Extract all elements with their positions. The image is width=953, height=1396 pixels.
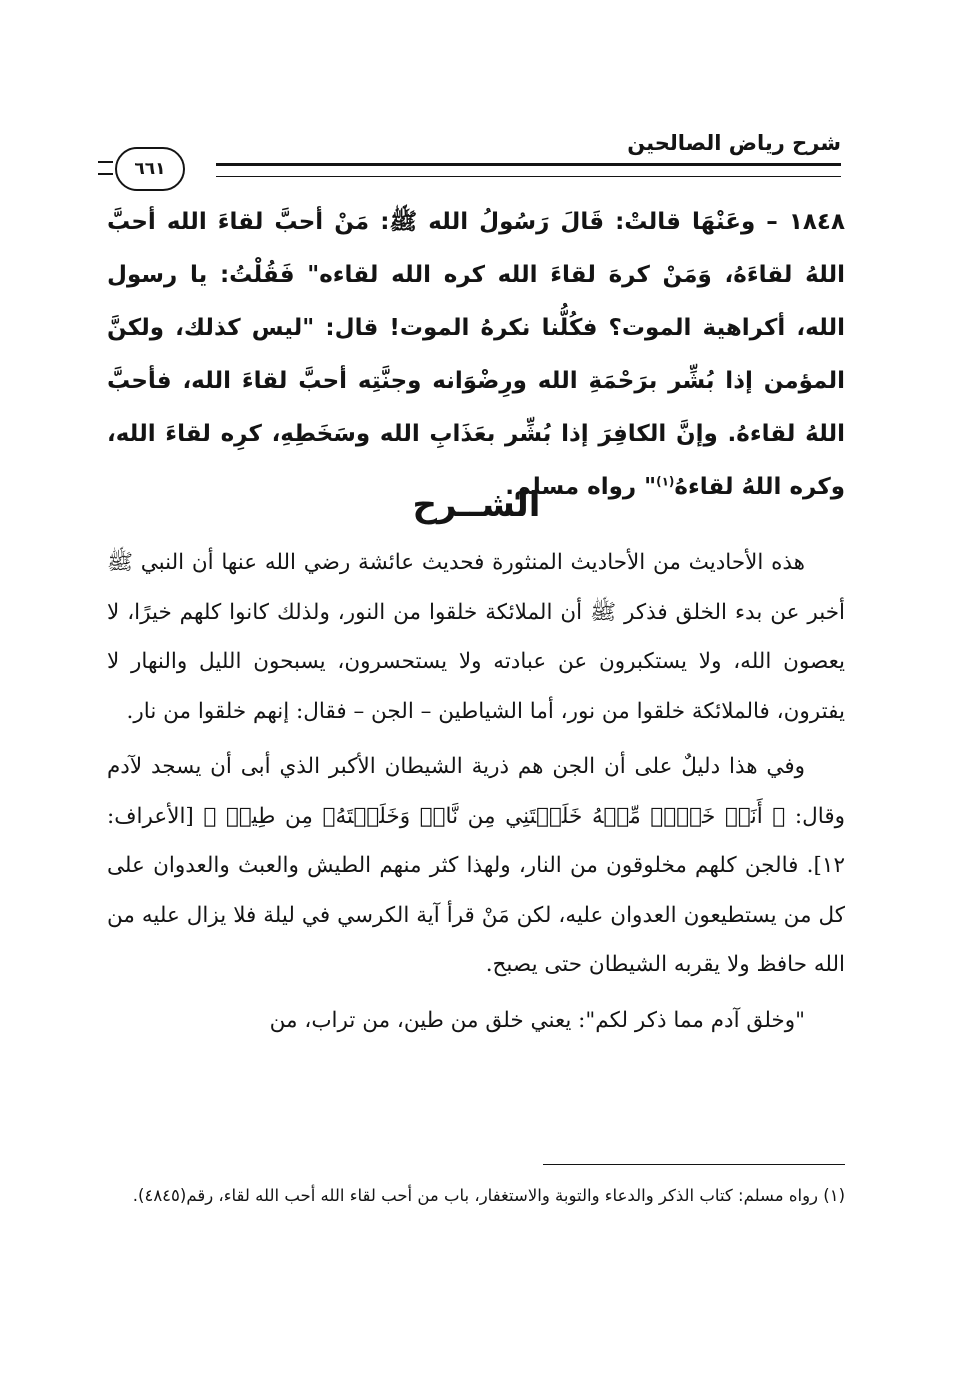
page-number: ٦٦١: [115, 147, 185, 191]
page-number-ornament: [98, 161, 113, 175]
hadith-source: " رواه مسلم.: [505, 474, 657, 500]
commentary: [107, 538, 845, 1045]
section-heading: الشــرح: [412, 485, 541, 525]
header-rule: [216, 163, 841, 177]
footnote-rule: [543, 1164, 845, 1165]
quran-verse: ﴿ أَنَا۠ خَيۡرٞ مِّنۡهُ خَلَقۡتَنِي مِن نَّارٖ وَخَلَقۡتَهُۥ مِن طِينٖ ﴾: [203, 803, 786, 829]
footnote: (١) رواه مسلم: كتاب الذكر والدعاء والتوبة والاستغفار، باب من أحب لقاء الله أحب الله لقاء، رقم(٤٨٤٥).: [132, 1186, 845, 1205]
running-title: شرح رياض الصالحين: [627, 131, 841, 155]
commentary-paragraph-2: [107, 742, 845, 990]
paragraph-2-intro: وفي هذا دليلٌ على أن الجن هم ذرية الشيطان الأكبر الذي أبى أن يسجد لآدم وقال:: [107, 754, 845, 829]
hadith-text: [107, 196, 845, 514]
commentary-paragraph-3: "وخلق آدم مما ذكر لكم": يعني خلق من طين، من تراب، من: [269, 1007, 805, 1033]
hadith-body: – وعَنْهَا قالتْ: قَالَ رَسُولُ الله ﷺ: مَنْ أحبَّ لقاءَ الله أحبَّ اللهُ لقاءَهُ، وَمَنْ كرهَ لقاءَ الله كره الله لقاءه" فَقُلْتُ: يا رسول الله، أكراهية الموت؟ فكُلُّنا نكرهُ الموت! قال: "ليس كذلك، ولكنَّ المؤمن إذا بُشِّر برَحْمَةِ الله ورِضْوَانه وجنَّتِه أحبَّ لقاءَ الله، فأحبَّ اللهُ لقاءهُ. وإنَّ الكافِرَ إذا بُشِّر بعَذَابِ الله وسَخَطِهِ، كرِه لقاءَ الله، وكره اللهُ لقاءهُ: [107, 209, 845, 500]
verse-reference: [الأعراف: ١٢].: [107, 803, 846, 878]
footnote-marker: (١): [656, 474, 675, 489]
hadith-number: ١٨٤٨: [788, 209, 845, 235]
commentary-paragraph-1: هذه الأحاديث من الأحاديث المنثورة فحديث عائشة رضي الله عنها أن النبي ﷺ أخبر عن بدء الخلق فذكر ﷺ أن الملائكة خلقوا من النور، ولذلك كانوا كلهم خيرًا، لا يعصون الله، ولا يستكبرون عن عبادته ولا يستحسرون، يسبحون الليل والنهار لا يفترون، فالملائكة خلقوا من نور، أما الشياطين – الجن – فقال: إنهم خلقوا من نار.: [107, 550, 845, 724]
paragraph-2-rest: فالجن كلهم مخلوقون من النار، ولهذا كثر منهم الطيش والعبث والعدوان على كل من يستطيعون العدوان عليه، لكن مَنْ قرأ آية الكرسي في ليلة فلا يزال عليه من الله حافظ ولا يقربه الشيطان حتى يصبح.: [107, 853, 845, 977]
